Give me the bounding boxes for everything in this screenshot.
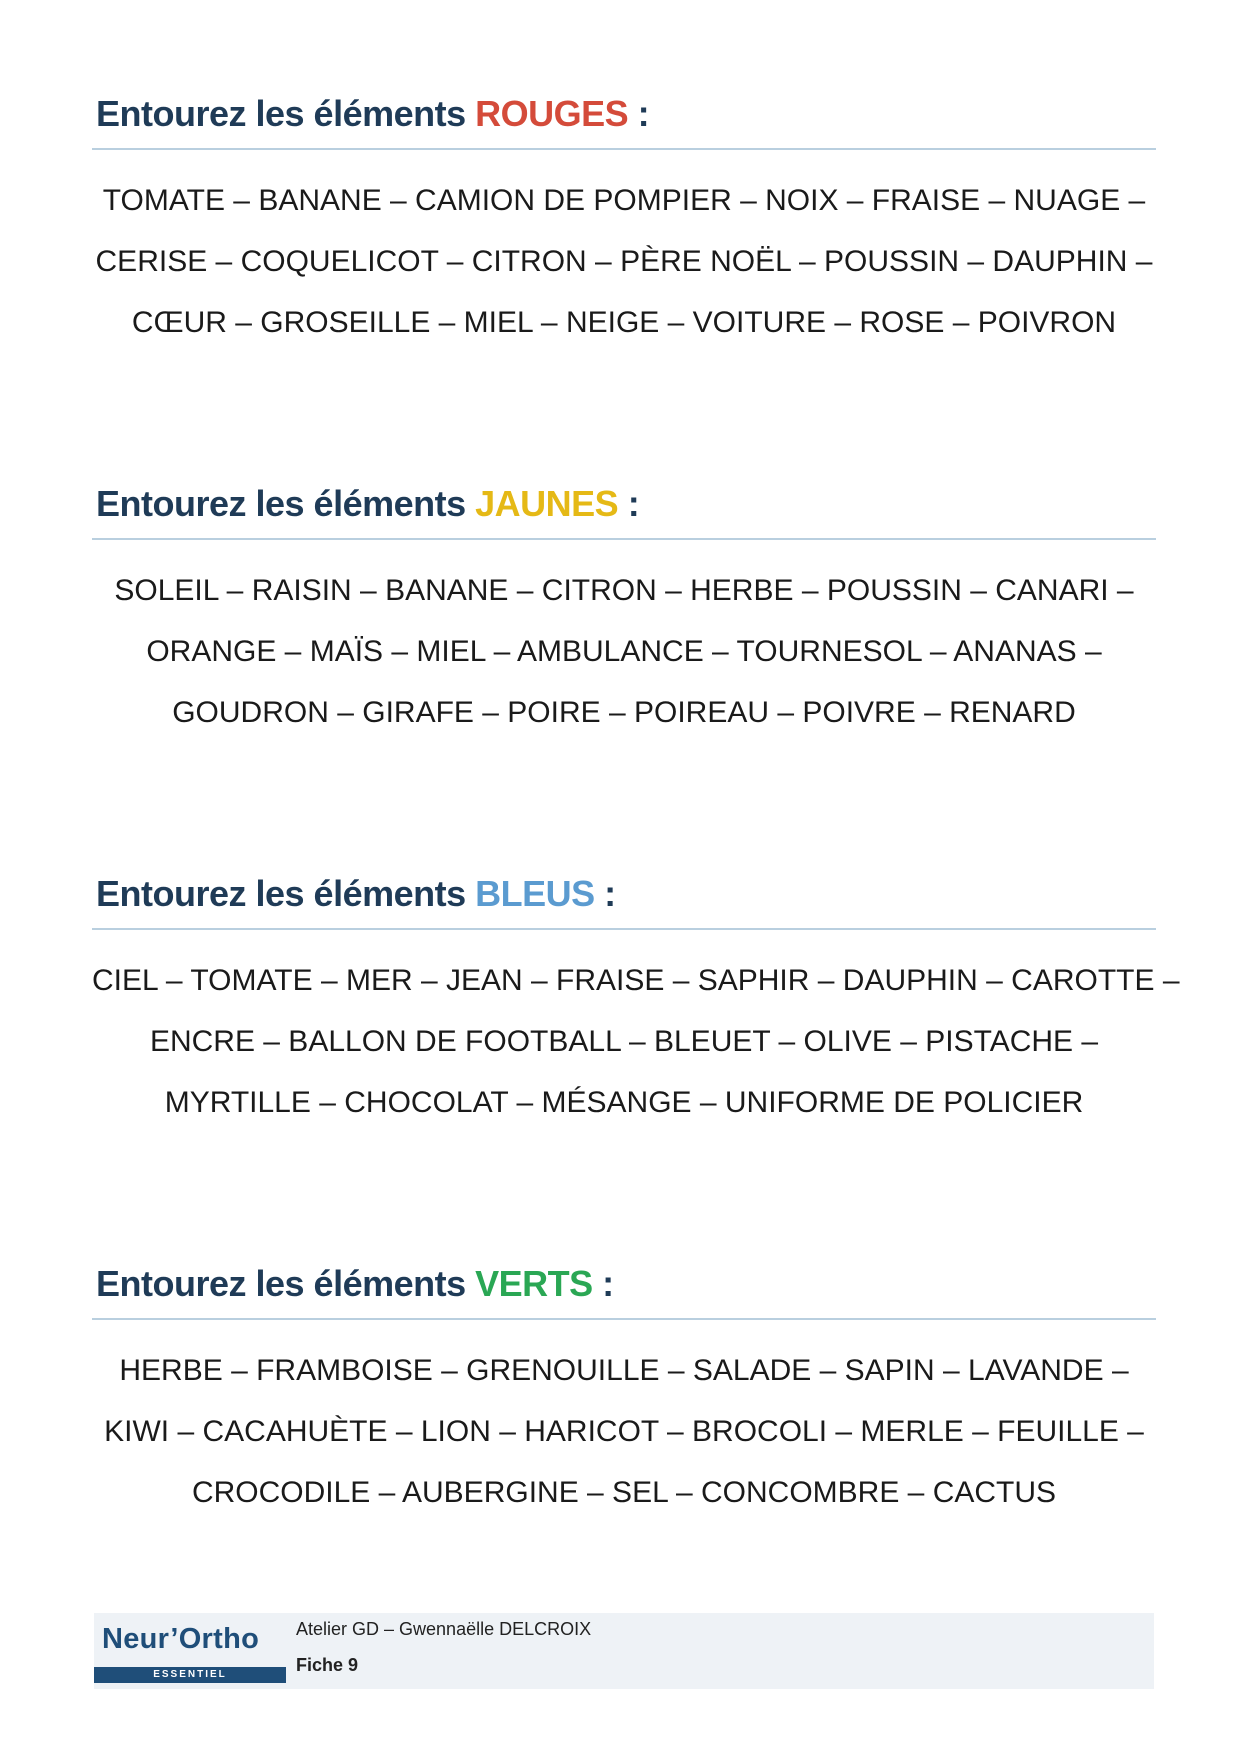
section-title bbox=[92, 478, 1156, 530]
section-title bbox=[92, 88, 1156, 140]
word-list bbox=[92, 170, 1156, 353]
title-suffix: : bbox=[618, 483, 640, 524]
word-line: KIWI – CACAHUÈTE – LION – HARICOT – BROCOLI – MERLE – FEUILLE – bbox=[104, 1415, 1144, 1448]
section-divider bbox=[92, 928, 1156, 930]
word-list bbox=[92, 1340, 1156, 1523]
title-suffix: : bbox=[592, 1263, 614, 1304]
title-prefix: Entourez les éléments bbox=[96, 1263, 476, 1304]
page-footer bbox=[94, 1613, 1154, 1689]
footer-author: Atelier GD – Gwennaëlle DELCROIX bbox=[296, 1619, 592, 1639]
section-divider bbox=[92, 148, 1156, 150]
section-verts bbox=[92, 1258, 1156, 1523]
section-divider bbox=[92, 538, 1156, 540]
color-word: JAUNES bbox=[475, 483, 619, 524]
word-line: ENCRE – BALLON DE FOOTBALL – BLEUET – OLIVE – PISTACHE – bbox=[149, 1025, 1099, 1058]
word-line: CROCODILE – AUBERGINE – SEL – CONCOMBRE – CACTUS bbox=[191, 1476, 1057, 1509]
section-divider bbox=[92, 1318, 1156, 1320]
word-line: SOLEIL – RAISIN – BANANE – CITRON – HERBE – POUSSIN – CANARI – bbox=[114, 574, 1134, 607]
word-line: GOUDRON – GIRAFE – POIRE – POIREAU – POIVRE – RENARD bbox=[172, 696, 1076, 729]
word-list bbox=[92, 560, 1156, 743]
title-suffix: : bbox=[594, 873, 616, 914]
color-word: VERTS bbox=[475, 1263, 593, 1304]
color-word: BLEUS bbox=[475, 873, 595, 914]
title-prefix: Entourez les éléments bbox=[96, 873, 476, 914]
section-bleus bbox=[92, 868, 1180, 1133]
word-line: ORANGE – MAÏS – MIEL – AMBULANCE – TOURNESOL – ANANAS – bbox=[146, 635, 1102, 668]
section-jaunes bbox=[92, 478, 1156, 743]
logo-name: Neur’Ortho bbox=[102, 1623, 260, 1655]
word-line: TOMATE – BANANE – CAMION DE POMPIER – NOIX – FRAISE – NUAGE – bbox=[102, 184, 1146, 217]
word-line: HERBE – FRAMBOISE – GRENOUILLE – SALADE – SAPIN – LAVANDE – bbox=[119, 1354, 1129, 1387]
title-prefix: Entourez les éléments bbox=[96, 93, 476, 134]
color-word: ROUGES bbox=[475, 93, 629, 134]
word-line: MYRTILLE – CHOCOLAT – MÉSANGE – UNIFORME DE POLICIER bbox=[164, 1086, 1084, 1119]
logo-tagline: ESSENTIEL bbox=[153, 1669, 227, 1680]
footer-sheet-number: Fiche 9 bbox=[296, 1655, 359, 1675]
section-rouges bbox=[92, 88, 1156, 353]
word-line: CIEL – TOMATE – MER – JEAN – FRAISE – SAPHIR – DAUPHIN – CAROTTE – bbox=[92, 964, 1180, 997]
word-line: CŒUR – GROSEILLE – MIEL – NEIGE – VOITURE – ROSE – POIVRON bbox=[131, 306, 1117, 339]
title-prefix: Entourez les éléments bbox=[96, 483, 476, 524]
word-line: CERISE – COQUELICOT – CITRON – PÈRE NOËL – POUSSIN – DAUPHIN – bbox=[95, 245, 1153, 278]
section-title bbox=[92, 868, 1156, 920]
word-list bbox=[92, 950, 1180, 1133]
section-title bbox=[92, 1258, 1156, 1310]
title-suffix: : bbox=[628, 93, 650, 134]
brand-logo bbox=[94, 1613, 286, 1689]
